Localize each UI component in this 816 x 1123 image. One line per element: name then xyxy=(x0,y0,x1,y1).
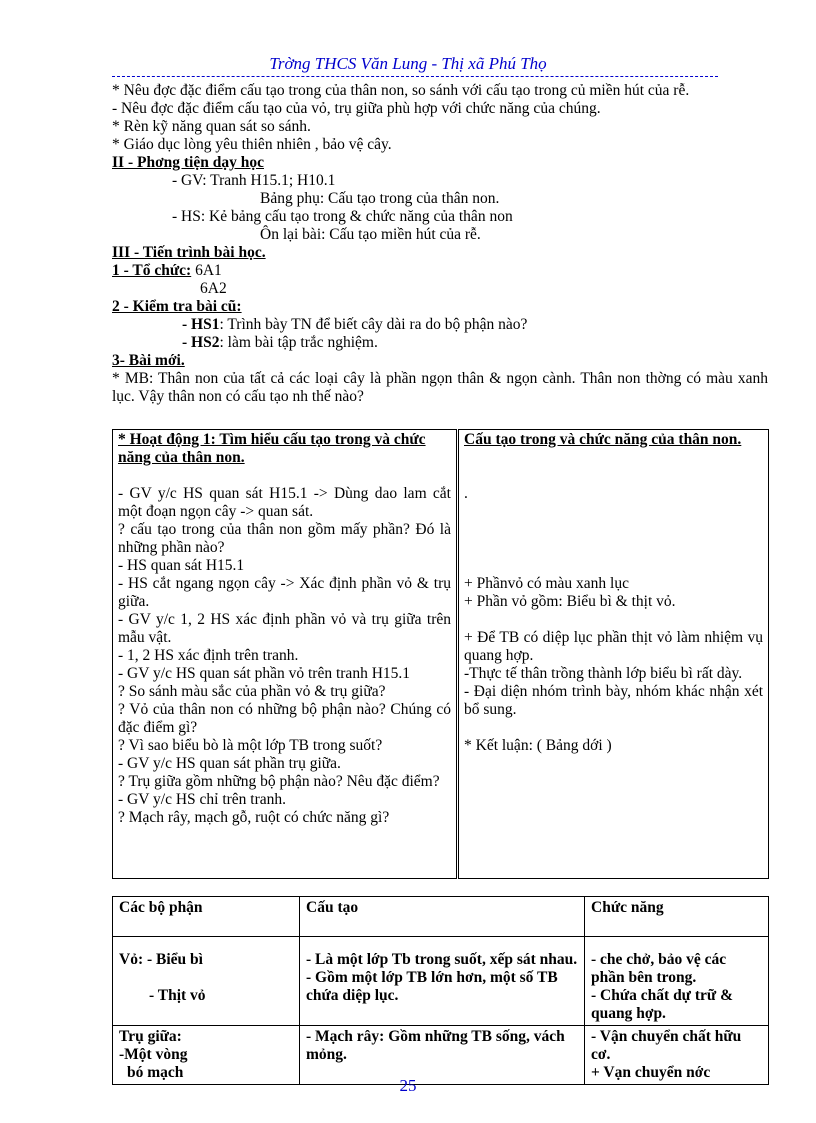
content-dot: . xyxy=(464,485,468,502)
activity-line: - GV y/c 1, 2 HS xác định phần vỏ và trụ giữa trên mẫu vật. xyxy=(118,611,451,646)
gv-materials: - GV: Tranh H15.1; H10.1 xyxy=(172,172,336,189)
hs2-label: - HS2 xyxy=(182,334,220,351)
content-line: + Để TB có diệp lục phần thịt vỏ làm nhiệm vụ quang hợp. xyxy=(464,629,763,664)
activity-line: - GV y/c HS chỉ trên tranh. xyxy=(118,791,287,808)
page-header: Trờng THCS Văn Lung - Thị xã Phú Thọ xyxy=(269,54,547,73)
content-title: Cấu tạo trong và chức năng của thân non. xyxy=(464,431,742,448)
content-line: + Phần vỏ gồm: Biểu bì & thịt vỏ. xyxy=(464,593,676,610)
activity-line: ? Mạch rây, mạch gỗ, ruột có chức năng gì? xyxy=(118,809,390,826)
organization-line xyxy=(112,262,768,280)
intro-line: * Rèn kỹ năng quan sát so sánh. xyxy=(112,118,311,135)
hs2-text: : làm bài tập trắc nghiệm. xyxy=(219,334,378,351)
function-phloem: - Vận chuyển chất hữu cơ. xyxy=(591,1028,742,1063)
organization-label: 1 - Tổ chức: xyxy=(112,262,192,279)
activity-line: ? So sánh màu sắc của phần vỏ & trụ giữa? xyxy=(118,683,386,700)
activity-line: - GV y/c HS quan sát phần vỏ trên tranh H15.1 xyxy=(118,665,411,682)
activity-line: - GV y/c HS quan sát phần trụ giữa. xyxy=(118,755,341,772)
intro-line: * Giáo dục lòng yêu thiên nhiên , bảo vệ cây. xyxy=(112,136,392,153)
part-bundle: bó mạch xyxy=(127,1064,184,1081)
activity-line: - GV y/c HS quan sát H15.1 -> Dùng dao lam cắt một đoạn ngọn cây -> quan sát. xyxy=(118,485,451,520)
hs1-label: - HS1 xyxy=(182,316,220,333)
part-bundle-ring: -Một vòng xyxy=(119,1046,188,1063)
class-6a1: 6A1 xyxy=(195,262,222,279)
hs-review: Ôn lại bài: Cấu tạo miền hút của rễ. xyxy=(260,226,481,243)
intro-line: - Nêu đợc đặc điểm cấu tạo của vỏ, trụ giữa phù hợp với chức năng của chúng. xyxy=(112,100,601,117)
page-number: 25 xyxy=(399,1076,417,1095)
stem-parts-table xyxy=(112,896,769,1085)
function-cortex: - Chứa chất dự trữ & quang hợp. xyxy=(591,987,733,1022)
structure-epidermis: - Là một lớp Tb trong suốt, xếp sát nhau. xyxy=(306,951,578,968)
check-hs2 xyxy=(112,334,768,352)
section3-title: III - Tiến trình bài học. xyxy=(112,244,266,261)
part-epidermis: Vỏ: - Biểu bì xyxy=(119,951,203,968)
activity-line: ? Vỏ của thân non có những bộ phận nào? Chúng có đặc điểm gì? xyxy=(118,701,451,736)
content-line: - Đại diện nhóm trình bày, nhóm khác nhận xét bổ sung. xyxy=(464,683,763,718)
content-line: + Phầnvỏ có màu xanh lục xyxy=(464,575,629,592)
header-parts: Các bộ phận xyxy=(113,897,300,937)
activity-table xyxy=(112,429,769,879)
activity-line: ? Vì sao biểu bò là một lớp TB trong suốt? xyxy=(118,737,383,754)
part-cortex: - Thịt vỏ xyxy=(149,987,206,1004)
activity-line: ? cấu tạo trong của thân non gồm mấy phần? Đó là những phần nào? xyxy=(118,521,451,556)
lesson-content xyxy=(112,82,768,406)
activity-line: ? Trụ giữa gồm những bộ phận nào? Nêu đặc điểm? xyxy=(118,773,440,790)
header-function: Chức năng xyxy=(585,897,769,937)
mb-intro: * MB: Thân non của tất cả các loại cây là phần ngọn thân & ngọn cành. Thân non thờng có màu xanh lục. Vậy thân non có cấu tạo nh thế nào? xyxy=(112,370,768,405)
function-epidermis: - che chở, bảo vệ các phần bên trong. xyxy=(591,951,727,986)
content-line: -Thực tế thân trồng thành lớp biểu bì rất dày. xyxy=(464,665,743,682)
activity-line: - HS quan sát H15.1 xyxy=(118,557,245,574)
section2-title: II - Phơng tiện dạy học xyxy=(112,154,264,171)
content-line: * Kết luận: ( Bảng dới ) xyxy=(464,737,612,754)
new-lesson-title: 3- Bài mới. xyxy=(112,352,185,369)
check-hs1 xyxy=(112,316,768,334)
class-6a2: 6A2 xyxy=(200,280,227,297)
activity-line: - HS cắt ngang ngọn cây -> Xác định phần vỏ & trụ giữa. xyxy=(118,575,451,610)
gv-board: Bảng phụ: Cấu tạo trong của thân non. xyxy=(260,190,500,207)
function-xylem: + Vạn chuyển nớc xyxy=(591,1064,711,1081)
structure-phloem: - Mạch rây: Gồm những TB sống, vách mỏng. xyxy=(306,1028,565,1063)
part-stele: Trụ giữa: xyxy=(119,1028,182,1045)
table-row-cortex-structure xyxy=(300,937,585,1026)
activity-line: - 1, 2 HS xác định trên tranh. xyxy=(118,647,299,664)
hs1-text: : Trình bày TN để biết cây dài ra do bộ phận nào? xyxy=(219,316,528,333)
header-rule xyxy=(112,76,718,77)
header-structure: Cấu tạo xyxy=(300,897,585,937)
activity-title: * Hoạt động 1: Tìm hiểu cấu tạo trong và chức năng của thân non. xyxy=(118,431,426,466)
intro-line: * Nêu đợc đặc điểm cấu tạo trong của thân non, so sánh với cấu tạo trong củ miền hút của rễ. xyxy=(112,82,690,99)
teacher-student-column xyxy=(113,430,458,879)
table-row-cortex-function xyxy=(585,937,769,1026)
structure-cortex: - Gồm một lớp TB lớn hơn, một số TB chứa diệp lục. xyxy=(306,969,558,1004)
check-title: 2 - Kiểm tra bài cũ: xyxy=(112,298,242,315)
content-column xyxy=(458,430,769,879)
hs-prepare: - HS: Kẻ bảng cấu tạo trong & chức năng của thân non xyxy=(172,208,513,225)
table-row-cortex-part xyxy=(113,937,300,1026)
